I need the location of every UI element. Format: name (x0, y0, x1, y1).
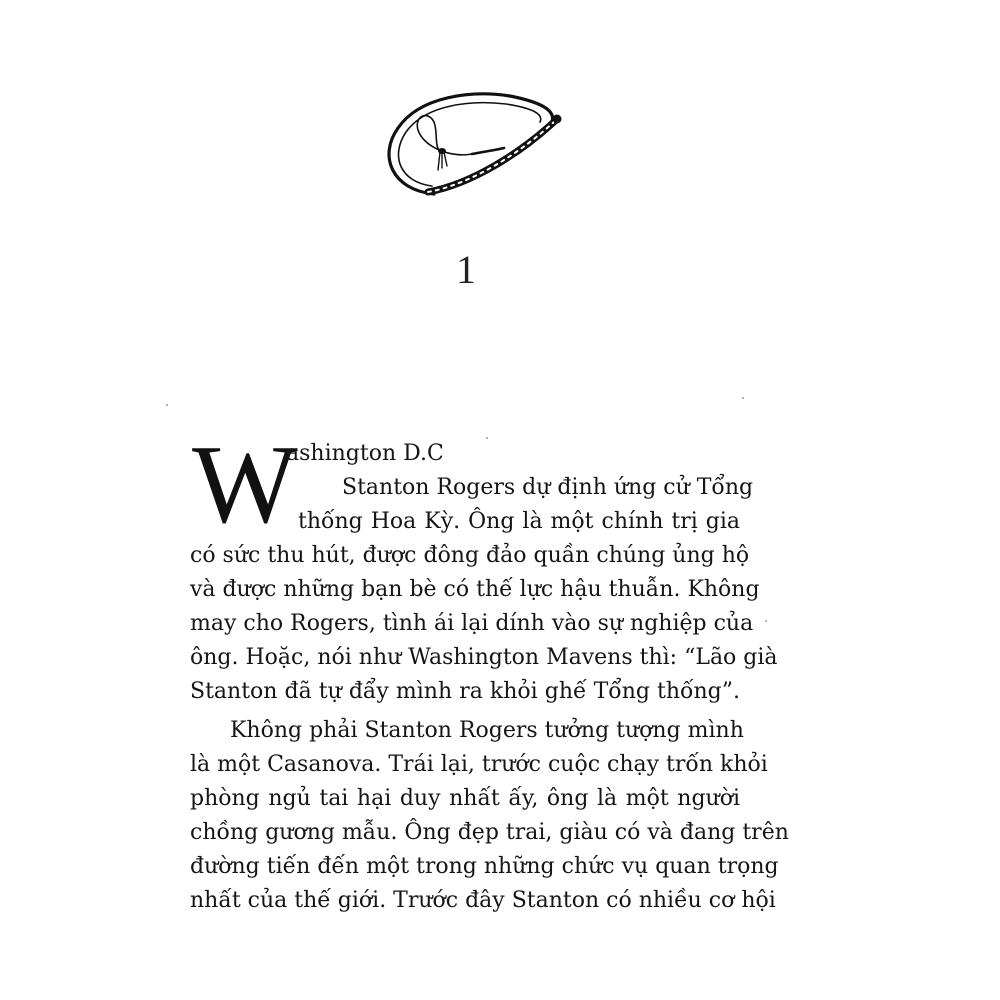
text-line: phòng ngủ tai hại duy nhất ấy, ông là một người (190, 786, 740, 811)
whip-handle-braid (428, 120, 556, 192)
text-line: và được những bạn bè có thế lực hậu thuẫn. Không (190, 577, 760, 602)
scan-speck (486, 437, 488, 439)
scan-speck (742, 397, 744, 399)
drop-cap: W (192, 423, 298, 547)
text-line: Stanton Rogers dự định ứng cử Tổng (342, 475, 754, 500)
scan-speck (166, 404, 168, 406)
text-line: thống Hoa Kỳ. Ông là một chính trị gia (298, 509, 740, 534)
whip-handle-knob (553, 115, 562, 124)
whip-tassel (438, 152, 447, 170)
text-line: có sức thu hút, được đông đảo quần chúng ủng hộ (190, 543, 750, 568)
text-line: nhất của thế giới. Trước đây Stanton có nhiều cơ hội (190, 888, 776, 913)
text-line: chồng gương mẫu. Ông đẹp trai, giàu có và đang trên (190, 820, 789, 845)
scan-speck (765, 620, 767, 622)
text-line: Không phải Stanton Rogers tưởng tượng mình (230, 718, 744, 743)
whip-tassel-knot (438, 148, 446, 154)
text-line: may cho Rogers, tình ái lại dính vào sự nghiệp của (190, 611, 754, 636)
whip-tassel-cord (472, 148, 504, 154)
text-line: đường tiến đến một trong những chức vụ quan trọng (190, 854, 779, 879)
text-line: Stanton đã tự đẩy mình ra khỏi ghế Tổng thống”. (190, 679, 740, 704)
whip-handle (428, 120, 556, 192)
text-line: ông. Hoặc, nói như Washington Mavens thì: “Lão già (190, 645, 778, 670)
chapter-number: 1 (456, 247, 476, 292)
whip-lash-inner (398, 103, 540, 186)
text-line: là một Casanova. Trái lại, trước cuộc chạy trốn khỏi (190, 752, 768, 777)
text-line: ashington D.C (286, 441, 444, 466)
coiled-whip-ornament (372, 72, 572, 207)
